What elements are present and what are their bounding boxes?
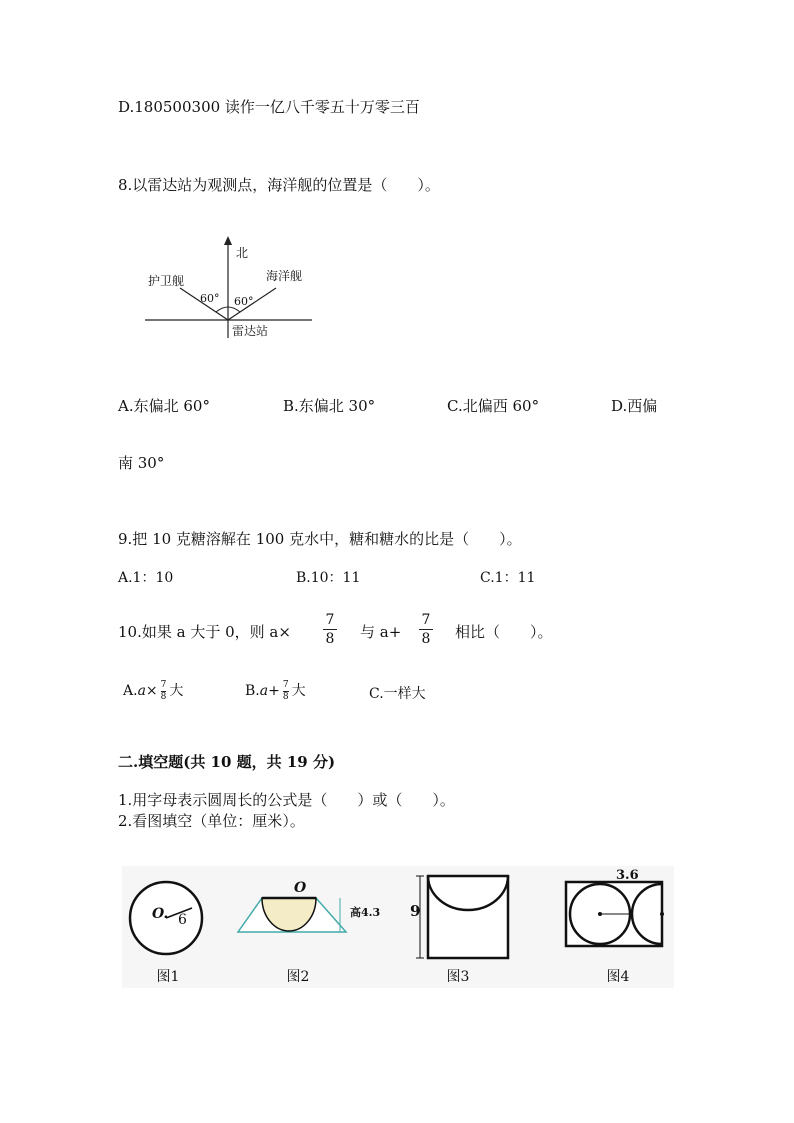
escort-label: 护卫舰 <box>148 274 185 288</box>
q10-option-c: C.一样大 <box>369 686 426 702</box>
q9-option-a: A.1：10 <box>118 570 174 586</box>
q9-option-b: B.10：11 <box>296 570 361 586</box>
fig1-caption: 图1 <box>156 969 180 985</box>
radar-label: 雷达站 <box>232 324 269 338</box>
q9-question: 9.把 10 克糖溶解在 100 克水中，糖和糖水的比是（ ）。 <box>118 530 522 548</box>
fig2-caption: 图2 <box>286 969 310 985</box>
q10-option-b-fraction: $\frac{7}{8}$ <box>282 679 289 702</box>
figures-strip <box>122 866 674 988</box>
q10-option-a-fraction: $\frac{7}{8}$ <box>160 679 167 702</box>
q8-option-d: D.西偏 <box>611 397 658 415</box>
q10-question-part3: 相比（ ）。 <box>455 623 553 641</box>
q10-option-b: $B.a+ \frac{7}{8}$ 大 <box>245 679 306 702</box>
angle-right-label: 60° <box>234 295 254 308</box>
q8-option-d-cont: 南 30° <box>118 454 165 472</box>
fig4-caption: 图4 <box>606 969 630 985</box>
section2-q1: 1.用字母表示圆周长的公式是（ ）或（ ）。 <box>118 791 455 809</box>
q10-fraction-1 <box>323 612 337 647</box>
ocean-ship-label: 海洋舰 <box>266 269 303 283</box>
q8-option-a: A.东偏北 60° <box>118 397 210 415</box>
fig4-rect-circles <box>562 876 672 956</box>
fig1-radius-label: 6 <box>178 912 187 928</box>
q10-question-part2: 与 a+ <box>360 623 402 641</box>
q8-option-c: C.北偏西 60° <box>447 397 540 415</box>
q10-option-a: $A.a\times \frac{7}{8}$ 大 <box>123 679 184 702</box>
q10-frac1-den: 8 <box>325 631 335 647</box>
q9-option-c: C.1：11 <box>480 570 536 586</box>
q8-diagram <box>140 232 320 342</box>
q10-question-part1: 10.如果 a 大于 0，则 a× <box>118 623 291 641</box>
q10-frac1-num: 7 <box>325 612 335 628</box>
q10-fraction-2 <box>419 612 433 647</box>
north-label: 北 <box>236 246 249 260</box>
fig2-height-label: 高4.3 <box>350 906 381 919</box>
fig4-top-label: 3.6 <box>616 868 639 883</box>
fig3-caption: 图3 <box>446 969 470 985</box>
fig1-center-label: O. <box>152 906 169 922</box>
section2-title: 二.填空题(共 10 题，共 19 分) <box>118 753 336 771</box>
angle-left-label: 60° <box>200 292 220 305</box>
fig3-side-label: 9 <box>410 902 421 920</box>
q7-option-d: D.180500300 读作一亿八千零五十万零三百 <box>118 98 420 116</box>
q8-option-b: B.东偏北 30° <box>283 397 376 415</box>
section2-q2: 2.看图填空（单位：厘米）。 <box>118 812 305 830</box>
q10-frac2-den: 8 <box>421 631 431 647</box>
fig2-center-label: O <box>294 880 307 896</box>
q8-question: 8.以雷达站为观测点，海洋舰的位置是（ ）。 <box>118 176 440 194</box>
q10-frac2-num: 7 <box>421 612 431 628</box>
fig3-square-semicircle <box>408 870 512 962</box>
